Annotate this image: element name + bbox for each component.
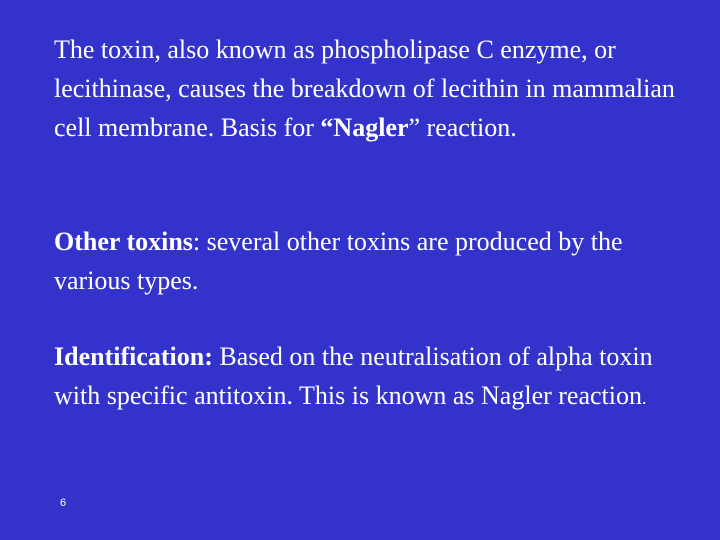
paragraph-text: Based on the neutralisation of alpha toxin with specific antitoxin. This is known as Nagler reaction [54, 342, 653, 410]
paragraph-text: The toxin, also known as phospholipase C enzyme, or lecithinase, causes the breakdown of lecithin in mammalian cell membrane. Basis for [54, 35, 675, 142]
paragraph-toxin-description [54, 30, 694, 147]
nagler-bold-text: “Nagler [320, 113, 409, 142]
other-toxins-heading: Other toxins [54, 227, 193, 256]
paragraph-identification [54, 337, 694, 418]
paragraph-other-toxins [54, 222, 694, 300]
paragraph-period: . [642, 388, 647, 408]
slide-number: 6 [60, 497, 67, 509]
paragraph-text: ” reaction. [408, 113, 517, 142]
identification-heading: Identification: [54, 342, 213, 371]
paragraph-text: : several other toxins are produced by the various types. [54, 227, 623, 295]
